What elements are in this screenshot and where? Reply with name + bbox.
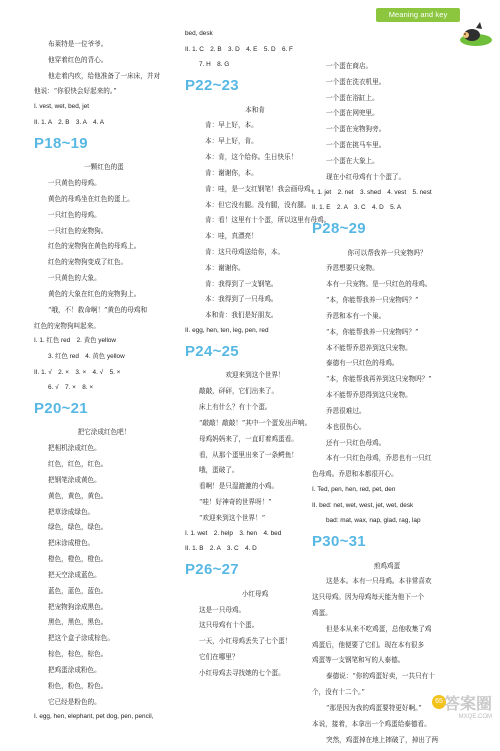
text-line: 哦，蛋破了。 [199,466,239,475]
answer-line: II. 1. C 2. B 3. D 4. E 5. D 6. F [185,45,293,53]
text-line: 把这个盒子涂成棕色。 [48,634,114,643]
column-3 [312,62,462,751]
text-line: 个，没有十二个。” [312,688,365,697]
text-line: 本有一只宠物。是一只红色的母鸡。 [326,280,432,289]
text-line: 把相机涂成红色。 [48,444,101,453]
text-line: 黄色的大象在红色的宠物狗上。 [48,289,141,298]
answer-line: I. 1. wet 2. help 3. hen 4. bed [185,529,282,537]
text-line: 绿色，绿色，绿色。 [48,523,108,532]
text-line: 黄色，黄色，黄色。 [48,491,108,500]
column-1 [34,40,174,729]
story-title: 一颗红色的蛋 [84,163,124,172]
text-line: 一只黄色的大象。 [48,274,101,283]
text-line: 红色的宠物狗叫起来。 [34,321,100,330]
story-title: 把它涂成红色吧！ [77,428,131,437]
answer-line: I. Ted, pen, hen, red, pet, den [312,485,396,493]
text-line: 母鸡妈妈来了，一直盯着鸡蛋看。 [199,434,298,443]
text-line: 鸡蛋等一支钢笔和写的人泰德。 [312,656,405,665]
text-line: 鸡蛋。 [312,609,332,617]
text-line: 把宠物狗涂成黑色。 [48,602,108,611]
text-line: 色母鸡。乔恩和本都很开心。 [312,470,398,479]
answer-line: I. egg, hen, elephant, pet dog, pen, pencil, [34,713,154,721]
answer-line: I. vest, wet, bed, jet [34,103,90,111]
text-line: 乔恩想要只宠物。 [326,264,379,273]
answer-line: II. bed: net, wet, west, jet, wet, desk [312,501,414,509]
text-line: 一个蛋在挑马车里。 [326,141,386,150]
text-line: 一个蛋在网兜里。 [326,109,379,118]
text-line: 但是本从来不吃鸡蛋，总他收集了鸡 [326,624,432,633]
text-line: 把鸡蛋涂成粉色。 [48,665,101,674]
meaning-and-key-banner: Meaning and key [376,8,460,22]
text-line: 一只红色的母鸡。 [48,210,101,219]
section-title-p24-25: P24~25 [185,342,239,360]
text-line: “敲敲！敲敲！”其中一个蛋发出声响。 [199,418,312,427]
text-line: 橙色，橙色，橙色。 [48,555,108,564]
text-line: 鸡蛋后，他便要了它们。现在本有很多 [312,640,425,649]
text-line: 本也很伤心。 [326,422,366,431]
text-line: 一个蛋在商店。 [326,62,373,70]
text-line: 一个蛋在洗衣机里。 [326,77,386,86]
text-line: 把天空涂成蓝色。 [48,570,101,579]
story-title: 本和肯 [245,105,265,114]
text-line: 泰德有一只红色的母鸡。 [326,359,399,368]
text-line: 敲敲，砰砰，它们出来了。 [199,387,279,396]
text-line: 肯：哇，是一支红钢笔！我会画母鸡。 [205,184,318,193]
text-line: 这只母鸡。因为母鸡每天能为他下一个 [312,593,425,602]
answer-line: I. 1. 红色 red 2. 黄色 yellow [34,337,117,345]
answer-line: 7. H 8. G [199,61,230,69]
text-line: 这是本。本有一只母鸡。本非常喜欢 [326,577,432,586]
text-line: “本，你能帮我养一只宠物吗？” [326,296,419,305]
text-line: 一天，小红母鸡丢失了七个蛋！ [199,637,292,646]
text-line: 小红母鸡去寻找她的七个蛋。 [199,668,285,677]
text-line: “本，你能帮我再养到这只宠物吗？” [326,375,432,384]
text-line: 肯：看！这里有十个蛋，所以这里有母鸡。 [205,216,331,225]
answer-line: II. 1. E 2. A 3. C 4. D 5. A [312,204,402,212]
text-line: 蓝色，蓝色，蓝色。 [48,586,108,595]
text-line: 突然，鸡蛋掉在地上摔破了，掉出了两 [326,735,439,744]
text-line: “哇！好神奇的世界呀！” [199,498,272,507]
text-line: “哦，不！救命啊！”黄色的母鸡和 [48,305,148,314]
text-line: 他走着内疚，给他准备了一床床，并对 [48,71,161,80]
text-line: 肯：早上好，本。 [205,121,258,130]
text-line: 本有一只红色母鸡，乔恩也有一只红 [326,454,432,463]
answer-line: II. 1. √ 2. × 3. × 4. √ 5. × [34,368,121,376]
text-line: 一个蛋在浴缸上。 [326,93,379,102]
page-number: 65 [432,695,446,709]
watermark-main: 答案圈 [443,696,492,713]
text-line: 把草涂成绿色。 [48,507,95,516]
text-line: 肯：我得到了一支钢笔。 [205,279,278,288]
text-line: 黑色，黑色，黑色。 [48,618,108,627]
text-line: “欢迎来到这个世界！” [199,513,266,522]
text-line: 一只红色的宠物狗。 [48,226,108,235]
section-title-p30-31: P30~31 [312,532,366,550]
story-title: 小红母鸡 [241,589,269,598]
text-line: 红色的宠物狗在黄色的母鸡上。 [48,242,141,251]
text-line: 乔恩很难过。 [326,406,366,415]
text-line: 泰德说：“你的鸡蛋好卖，一共只有十 [326,672,435,681]
text-line: 肯：谢谢你，本。 [205,168,258,177]
text-line: 粉色，粉色，粉色。 [48,681,108,690]
text-line: 本不能帮乔恩得到这只宠物。 [326,391,412,400]
text-line: 还有一只红色母鸡。 [326,438,386,447]
text-line: 肯：这只母鸡送给你，本。 [205,247,285,256]
text-line: 乔恩和本有一个巢。 [326,311,386,320]
text-line: 黄色的母鸡坐在红色的蛋上。 [48,194,134,203]
text-line: 红色，红色，红色。 [48,460,108,469]
text-line: 现在小红母鸡有十个蛋了。 [326,172,406,181]
text-line: 本：早上好，肯。 [205,137,258,146]
text-line: 棕色，棕色，棕色。 [48,650,108,659]
text-line: 把床涂成橙色。 [48,539,95,548]
text-line: 看，从那个蛋里出来了一条鳄鱼！ [199,450,298,459]
story-title: 你可以帮我养一只宠物吗？ [347,248,427,257]
text-line: 红色的宠物狗变成了红色。 [48,258,128,267]
text-line: 布莱特是一位爷爷。 [48,40,108,48]
text-line: 本：谢谢你。 [205,263,245,272]
text-line: 本不能帮乔恩养到这只宠物。 [326,343,412,352]
text-line: 本：哇，真漂亮！ [205,232,258,241]
story-title: 欢迎来到这个世界！ [225,371,285,380]
answer-line: I. 1. jet 2. net 3. shed 4. vest 5. nest [312,188,432,196]
watermark-sub: MXQE.COM [458,714,492,720]
answer-line: 6. √ 7. × 8. × [48,384,94,392]
text-line: 本：但它没有腿。没有腿，没有腿。 [205,200,311,209]
hedgehog-mascot-icon [454,18,494,48]
text-line: 一只黄色的母鸡。 [48,179,101,188]
text-line: 他穿着红色的背心。 [48,55,108,64]
text-line: 他说：“你很快会好起来的。” [34,87,117,96]
text-line: 本和肯：我们是好朋友。 [205,311,278,320]
answer-line: bad: mat, wax, nap, glad, rag, lap [326,517,421,525]
text-line: “本，你能帮我养一只宠物吗？” [326,327,419,336]
answer-line: 3. 红色 red 4. 黄色 yellow [48,352,125,360]
section-title-p18-19: P18~19 [34,134,88,152]
text-line: 一个蛋在宠物狗旁。 [326,125,386,134]
story-title: 煎鸡鸡蛋 [373,561,401,570]
watermark [444,697,492,721]
text-line: 一个蛋在大象上。 [326,156,379,165]
text-line: 它已经是粉色的。 [48,697,101,706]
column-2 [185,30,331,685]
text-line: 本说，接着，本拿出一个鸡蛋给泰德看。 [312,719,431,728]
section-title-p20-21: P20~21 [34,399,88,417]
text-line: “那是因为我的鸡蛋要特更好啊。” [326,703,422,712]
answer-line: bed, desk [185,30,213,37]
text-line: 本：我得到了一只母鸡。 [205,295,278,304]
answer-line: II. egg, hen, ten, leg, pen, red [185,327,269,335]
text-line: 床上有什么？有十个蛋。 [199,403,272,412]
section-title-p28-29: P28~29 [312,219,366,237]
section-title-p22-23: P22~23 [185,76,239,94]
text-line: 这是一只母鸡。 [199,605,246,614]
section-title-p26-27: P26~27 [185,560,239,578]
answer-line: II. 1. A 2. B 3. A 4. A [34,118,104,126]
text-line: 把钢笔涂成黄色。 [48,475,101,484]
answer-line: II. 1. B 2. A 3. C 4. D [185,545,257,553]
text-line: 看啊！是只湿漉漉的小鸡。 [199,482,279,491]
text-line: 这只母鸡有十个蛋。 [199,621,259,630]
text-line: 它们在哪里？ [199,653,239,661]
text-line: 本：肯，这个给你。生日快乐！ [205,153,298,162]
